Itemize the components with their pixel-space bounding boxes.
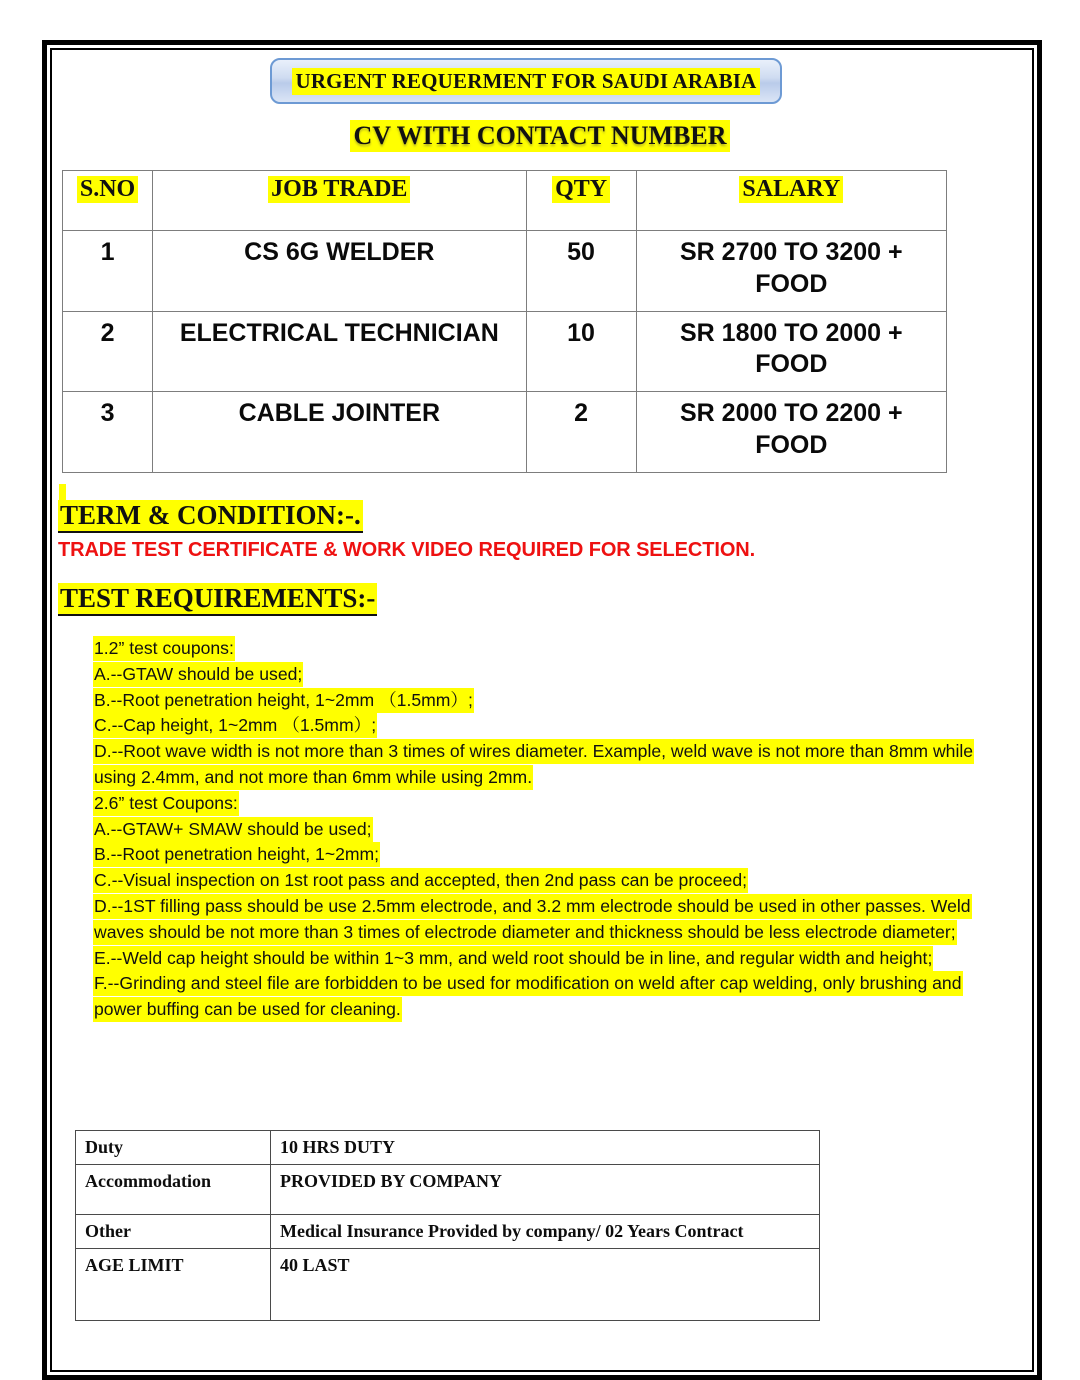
table-row [63,231,947,312]
requirement-text: F.--Grinding and steel file are forbidden to be used for modification on weld after cap welding, only brushing and power buffing can be used for cleaning. [93,971,963,1022]
test-requirements-heading-label: TEST REQUIREMENTS:- [58,583,377,616]
detail-label: Duty [76,1131,271,1165]
test-requirements-body [93,636,993,1023]
jobs-header-cell [526,171,636,231]
terms-heading [58,500,363,531]
job-qty: 50 [526,231,636,312]
details-table [75,1130,820,1321]
job-salary: SR 1800 TO 2000 + FOOD [636,311,946,392]
requirement-line [93,713,993,739]
requirement-text: 1.2” test coupons: [93,636,235,661]
job-qty: 10 [526,311,636,392]
requirement-line [93,971,993,1023]
jobs-header-cell [63,171,153,231]
requirement-text: C.--Visual inspection on 1st root pass and accepted, then 2nd pass can be proceed; [93,868,748,893]
detail-value: 10 HRS DUTY [271,1131,820,1165]
table-row [76,1165,820,1215]
requirement-line [93,842,993,868]
requirement-line [93,894,993,946]
job-salary: SR 2000 TO 2200 + FOOD [636,392,946,473]
requirement-line [93,868,993,894]
job-trade: CS 6G WELDER [153,231,526,312]
detail-label: Other [76,1215,271,1249]
job-sno: 3 [63,392,153,473]
banner-box [270,58,782,104]
requirement-text: C.--Cap height, 1~2mm （1.5mm）; [93,713,377,738]
subtitle-row [0,120,1080,152]
table-row [76,1215,820,1249]
requirement-text: A.--GTAW should be used; [93,662,303,687]
jobs-header-label: JOB TRADE [268,176,410,203]
terms-red-note: TRADE TEST CERTIFICATE & WORK VIDEO REQUIRED FOR SELECTION. [58,539,756,561]
table-row [63,311,947,392]
jobs-table-header-row [63,171,947,231]
table-row [76,1131,820,1165]
detail-value: Medical Insurance Provided by company/ 02 Years Contract [271,1215,820,1249]
detail-label: Accommodation [76,1165,271,1215]
jobs-header-label: QTY [552,176,610,203]
job-trade: CABLE JOINTER [153,392,526,473]
requirement-text: B.--Root penetration height, 1~2mm （1.5mm）; [93,688,474,713]
job-sno: 1 [63,231,153,312]
requirement-line [93,688,993,714]
table-row [63,392,947,473]
jobs-header-cell [153,171,526,231]
detail-label: AGE LIMIT [76,1249,271,1321]
requirement-text: B.--Root penetration height, 1~2mm; [93,842,380,867]
requirement-text: D.--1ST filling pass should be use 2.5mm electrode, and 3.2 mm electrode should be used in other passes. Weld waves should be not more than 3 times of electrode diameter and thickness should be less electrode diameter; [93,894,972,945]
job-qty: 2 [526,392,636,473]
jobs-header-label: S.NO [77,176,138,203]
detail-value: PROVIDED BY COMPANY [271,1165,820,1215]
requirement-line [93,636,993,662]
requirement-text: E.--Weld cap height should be within 1~3 mm, and weld root should be in line, and regular width and height; [93,946,933,971]
test-requirements-heading [58,583,377,614]
page-title: URGENT REQUERMENT FOR SAUDI ARABIA [292,68,759,95]
job-sno: 2 [63,311,153,392]
requirement-text: D.--Root wave width is not more than 3 times of wires diameter. Example, weld wave is not more than 8mm while using 2.4mm, and not more than 6mm while using 2mm. [93,739,974,790]
requirement-line [93,791,993,817]
stray-highlight-mark [59,484,66,500]
requirement-line [93,662,993,688]
table-row [76,1249,820,1321]
detail-value: 40 LAST [271,1249,820,1321]
terms-heading-label: TERM & CONDITION:-. [58,500,363,533]
page-subtitle: CV WITH CONTACT NUMBER [350,120,731,152]
requirement-line [93,739,993,791]
requirement-line [93,817,993,843]
jobs-header-cell [636,171,946,231]
requirement-line [93,946,993,972]
jobs-header-label: SALARY [739,176,843,203]
requirement-text: 2.6” test Coupons: [93,791,239,816]
requirement-text: A.--GTAW+ SMAW should be used; [93,817,373,842]
jobs-table [62,170,947,473]
job-trade: ELECTRICAL TECHNICIAN [153,311,526,392]
job-salary: SR 2700 TO 3200 + FOOD [636,231,946,312]
